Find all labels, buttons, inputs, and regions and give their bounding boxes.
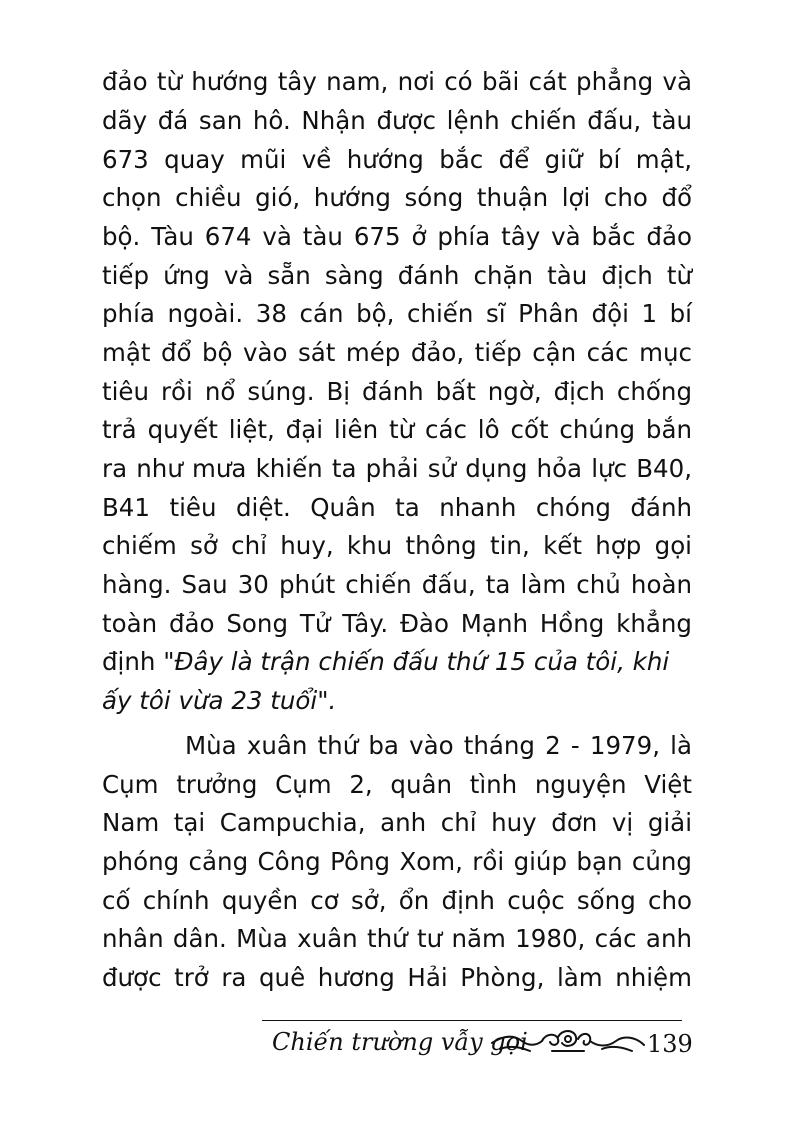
quote-line (102, 642, 692, 682)
text-line: đảo từ hướng tây nam, nơi có bãi cát phẳng và (102, 67, 692, 96)
text-line: ra như mưa khiến ta phải sử dụng hỏa lực B40, (102, 454, 692, 483)
quote-line: ấy tôi vừa 23 tuổi". (102, 686, 337, 715)
quote-lead: định (102, 647, 164, 676)
text-line: Nam tại Campuchia, anh chỉ huy đơn vị giải (102, 808, 692, 837)
scroll-ornament-icon (490, 1027, 646, 1057)
text-line: chiếm sở chỉ huy, khu thông tin, kết hợp gọi (102, 531, 692, 560)
quote-text: "Đây là trận chiến đấu thứ 15 của tôi, khi (163, 647, 670, 676)
running-title: Chiến trường vẫy gọi (272, 1028, 528, 1056)
text-line: bộ. Tàu 674 và tàu 675 ở phía tây và bắc đảo (102, 222, 692, 251)
text-line: dãy đá san hô. Nhận được lệnh chiến đấu, tàu (102, 106, 692, 135)
text-line: tiêu rồi nổ súng. Bị đánh bất ngờ, địch chống (102, 377, 692, 406)
text-line: cố chính quyền cơ sở, ổn định cuộc sống cho (102, 886, 692, 915)
footer-rule (262, 1020, 682, 1021)
text-line: chọn chiều gió, hướng sóng thuận lợi cho đổ (102, 183, 692, 212)
text-line: phía ngoài. 38 cán bộ, chiến sĩ Phân đội 1 bí (102, 299, 692, 328)
text-line: mật đổ bộ vào sát mép đảo, tiếp cận các mục (102, 338, 692, 367)
page-number: 139 (647, 1030, 693, 1058)
text-line: nhân dân. Mùa xuân thứ tư năm 1980, các anh (102, 924, 692, 953)
text-line: toàn đảo Song Tử Tây. Đào Mạnh Hồng khẳng (102, 609, 692, 638)
text-line: trả quyết liệt, đại liên từ các lô cốt chúng bắn (102, 415, 692, 444)
text-line: 673 quay mũi về hướng bắc để giữ bí mật, (102, 145, 692, 174)
text-line: phóng cảng Công Pông Xom, rồi giúp bạn củng (102, 847, 692, 876)
text-line: B41 tiêu diệt. Quân ta nhanh chóng đánh (102, 493, 692, 522)
text-line: Cụm trưởng Cụm 2, quân tình nguyện Việt (102, 770, 692, 799)
text-line: hàng. Sau 30 phút chiến đấu, ta làm chủ hoàn (102, 570, 692, 599)
text-line: tiếp ứng và sẵn sàng đánh chặn tàu địch từ (102, 261, 692, 290)
text-line: được trở ra quê hương Hải Phòng, làm nhiệm (102, 963, 692, 992)
text-line: Mùa xuân thứ ba vào tháng 2 - 1979, là (185, 731, 692, 760)
